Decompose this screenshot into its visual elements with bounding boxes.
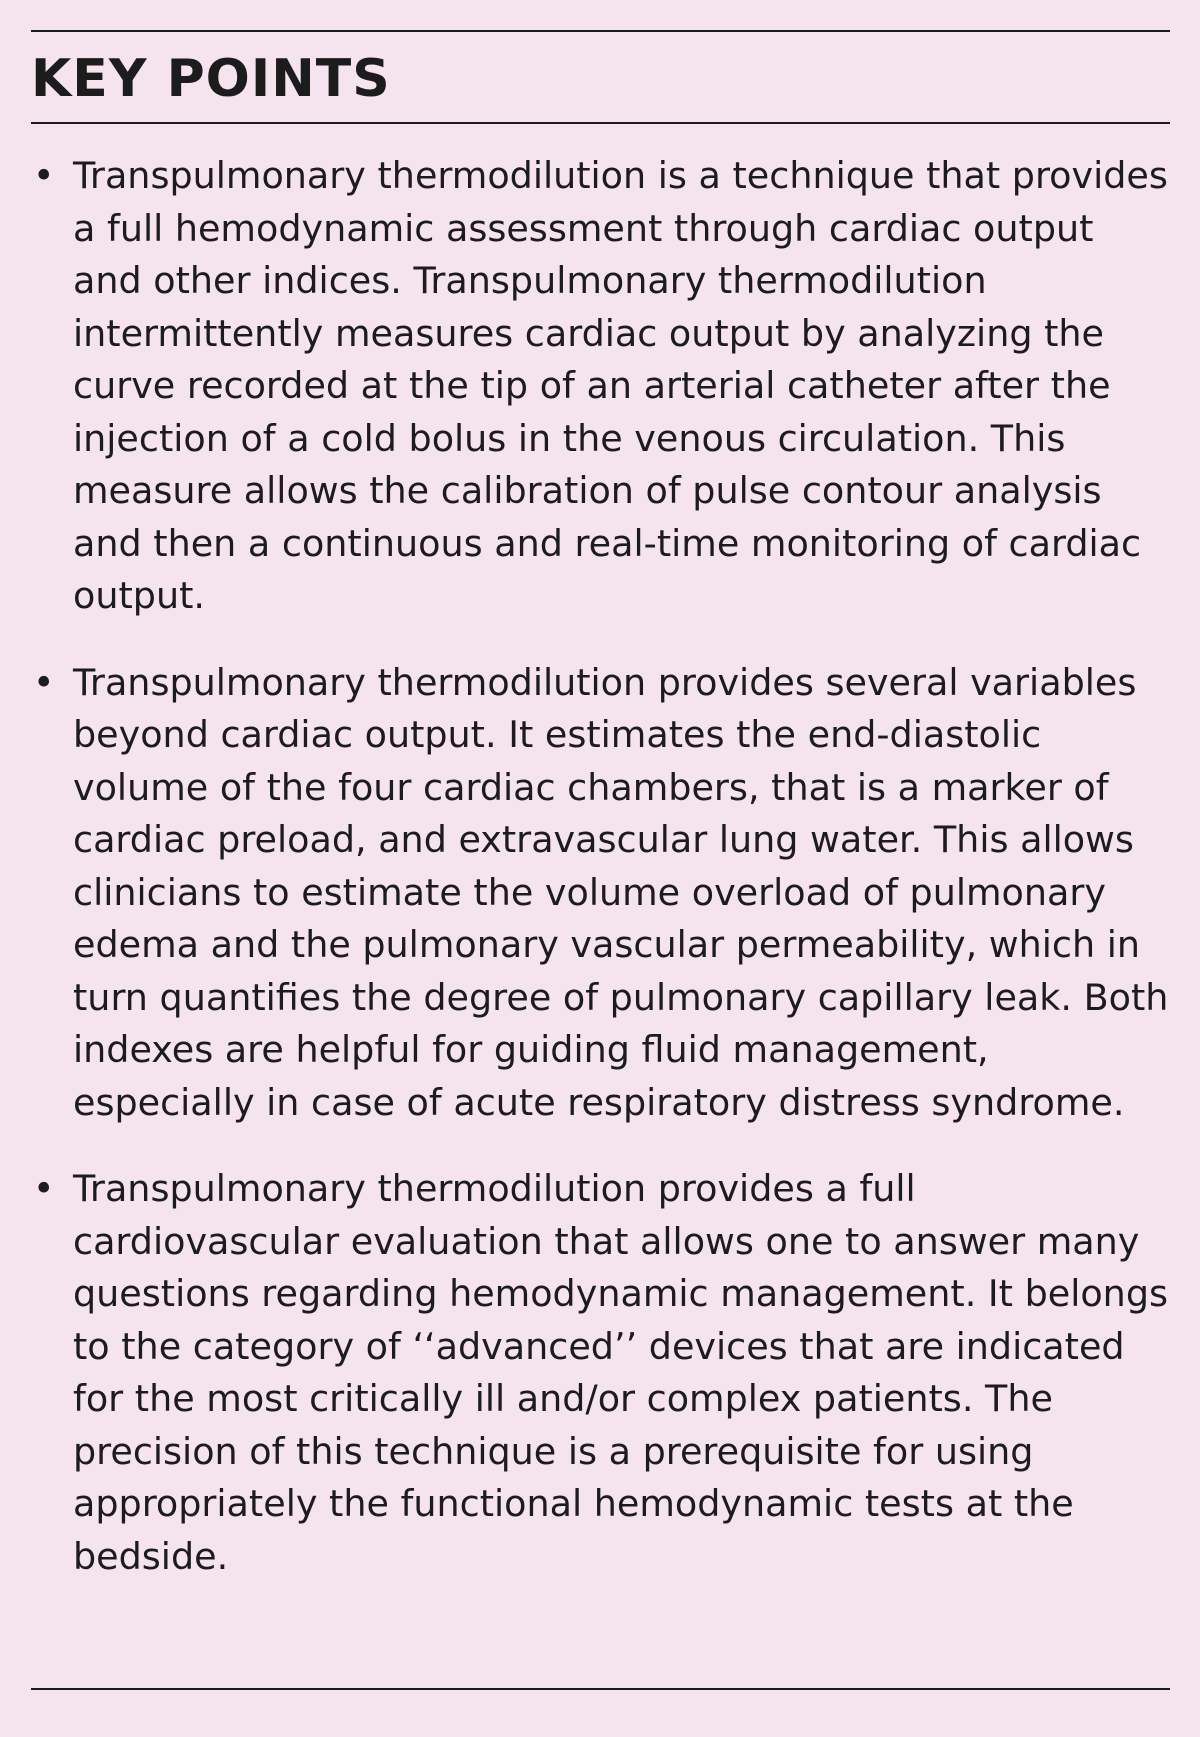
bottom-rule: [31, 1688, 1170, 1690]
key-points-list: [31, 150, 1170, 1617]
key-point-text: Transpulmonary thermodilution is a technique that provides a full hemodynamic assessment through cardiac output and other indices. Transpulmonary thermodilution intermittently measures cardiac output by analyzing the curve recorded at the tip of an arterial catheter after the injection of a cold bolus in the venous circulation. This measure allows the calibration of pulse contour analysis and then a continuous and real-time monitoring of cardiac output.: [73, 154, 1168, 617]
key-point-text: Transpulmonary thermodilution provides a full cardiovascular evaluation that allows one to answer many questions regarding hemodynamic management. It belongs to the category of ‘‘advanced’’ devices that are indicated for the most critically ill and/or complex patients. The precision of this technique is a prerequisite for using appropriately the functional hemodynamic tests at the bedside.: [73, 1167, 1168, 1578]
heading-rule: [31, 122, 1170, 124]
bullet-icon: •: [33, 660, 55, 704]
key-points-box: [31, 30, 1170, 1700]
top-rule: [31, 30, 1170, 32]
bullet-icon: •: [33, 1167, 55, 1210]
key-point-text: Transpulmonary thermodilution provides several variables beyond cardiac output. It estimates the end-diastolic volume of the four cardiac chambers, that is a marker of cardiac preload, and extravascular lung water. This allows clinicians to estimate the volume overload of pulmonary edema and the pulmonary vascular permeability, which in turn quantifies the degree of pulmonary capillary leak. Both indexes are helpful for guiding fluid management, especially in case of acute respiratory distress syndrome.: [73, 660, 1169, 1124]
key-point-item: [31, 150, 1170, 623]
key-point-item: [31, 1163, 1170, 1583]
key-point-item: [31, 657, 1170, 1130]
bullet-icon: •: [33, 154, 55, 197]
key-points-heading: KEY POINTS: [31, 49, 391, 109]
